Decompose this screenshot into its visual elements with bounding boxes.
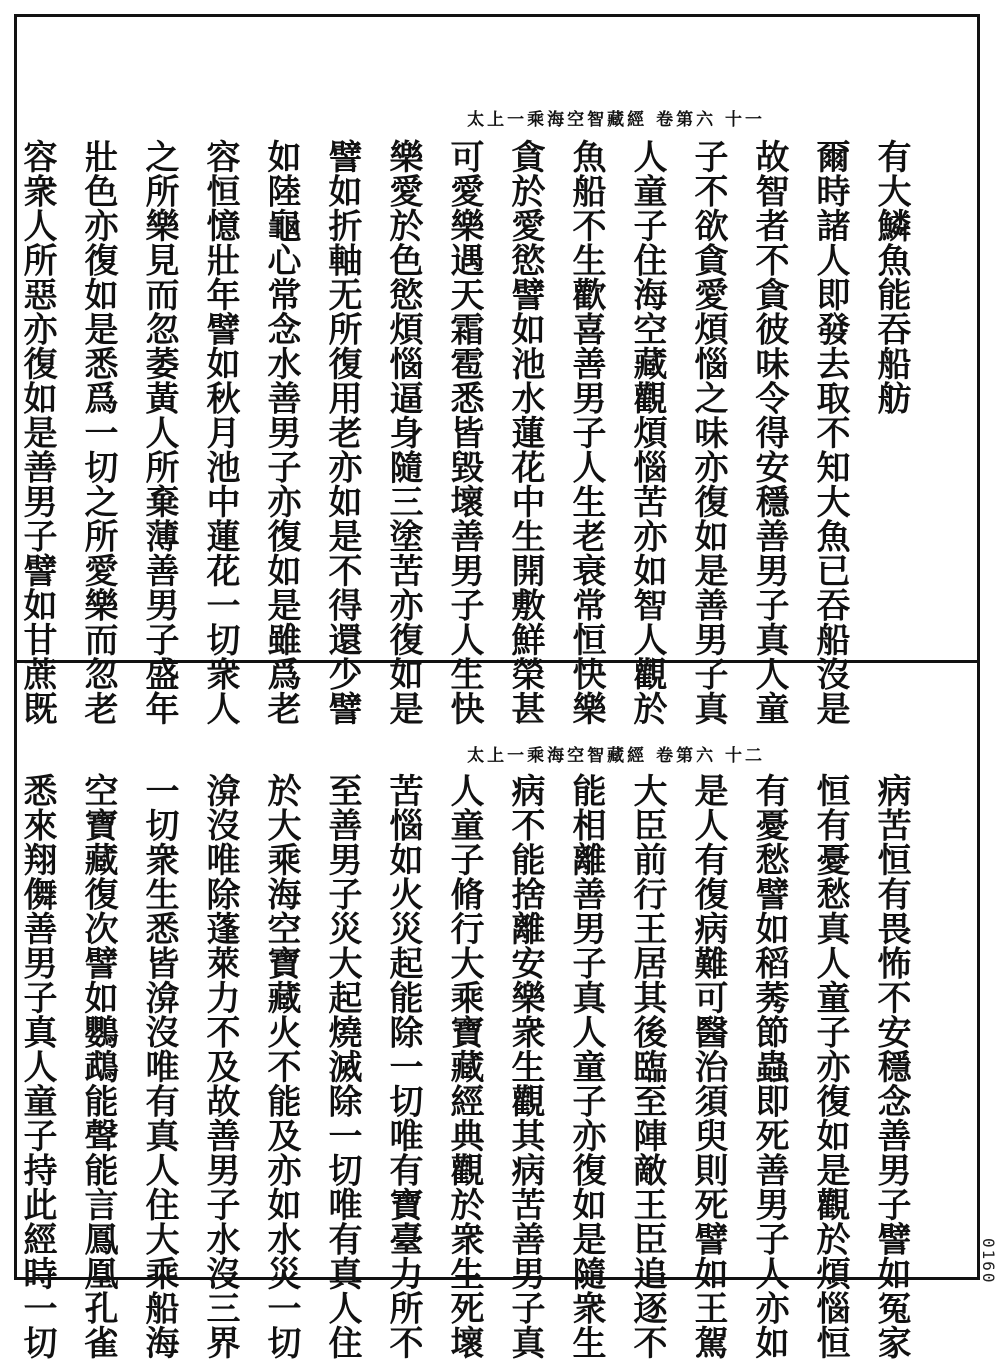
top-panel-header: 太上一乘海空智藏經 卷第六 十一	[467, 110, 765, 130]
text-column: 容衆人所惡亦復如是善男子譬如甘蔗既	[17, 139, 57, 726]
text-column: 大臣前行王居其後臨至陣敵王臣追逐不	[627, 773, 667, 1360]
text-column: 苦惱如火災起能除一切唯有寶臺力所不	[383, 773, 423, 1360]
page-number: 0160	[979, 1238, 998, 1285]
text-column: 故智者不貪彼味令得安穩善男子真人童	[749, 139, 789, 726]
text-column: 能相離善男子真人童子亦復如是隨衆生	[566, 773, 606, 1360]
text-column: 可愛樂遇天霜雹悉皆毀壞善男子人生快	[444, 139, 484, 726]
text-column: 爾時諸人即發去取不知大魚已吞船沒是	[810, 139, 850, 726]
text-column: 有大鱗魚能吞船舫	[871, 139, 911, 415]
bottom-panel	[17, 663, 977, 1360]
text-column: 壯色亦復如是悉爲一切之所愛樂而忽老	[78, 139, 118, 726]
text-column: 恒有憂愁真人童子亦復如是觀於煩惱恒	[810, 773, 850, 1360]
text-column: 渰沒唯除蓬萊力不及故善男子水沒三界	[200, 773, 240, 1360]
text-column	[0, 139, 6, 639]
top-panel-text	[17, 139, 921, 726]
text-column: 樂愛於色慾煩惱逼身隨三塗苦亦復如是	[383, 139, 423, 726]
text-column: 一切衆生悉皆渰沒唯有真人住大乘船海	[139, 773, 179, 1360]
text-column: 空寶藏復次譬如鸚鵡能聲能言鳳凰孔雀	[78, 773, 118, 1360]
text-column: 譬如折軸无所復用老亦如是不得還少譬	[322, 139, 362, 726]
bottom-panel-header: 太上一乘海空智藏經 卷第六 十二	[467, 746, 765, 766]
text-column: 貪於愛慾譬如池水蓮花中生開敷鮮榮甚	[505, 139, 545, 726]
text-column: 悉來翔儛善男子真人童子持此經時一切	[17, 773, 57, 1360]
top-panel	[17, 17, 977, 726]
text-column: 病苦恒有畏怖不安穩念善男子譬如冤家	[871, 773, 911, 1360]
text-column: 之所樂見而忽萎黃人所棄薄善男子盛年	[139, 139, 179, 726]
scripture-page	[14, 14, 980, 1360]
text-column: 如陸龜心常念水善男子亦復如是雖爲老	[261, 139, 301, 726]
text-column: 容恒憶壯年譬如秋月池中蓮花一切衆人	[200, 139, 240, 726]
text-column: 魚船不生歡喜善男子人生老衰常恒快樂	[566, 139, 606, 726]
text-column: 於大乘海空寶藏火不能及亦如水災一切	[261, 773, 301, 1360]
text-column: 至善男子災大起燒滅除一切唯有真人住	[322, 773, 362, 1360]
text-column: 人童子住海空藏觀煩惱苦亦如智人觀於	[627, 139, 667, 726]
text-column: 是人有復病難可醫治須臾則死譬如王駕	[688, 773, 728, 1360]
text-column: 病不能捨離安樂衆生觀其病苦善男子真	[505, 773, 545, 1360]
text-column: 人童子脩行大乘寶藏經典觀於衆生死壞	[444, 773, 484, 1360]
text-column: 子不欲貪愛煩惱之味亦復如是善男子真	[688, 139, 728, 726]
bottom-panel-text	[17, 773, 921, 1360]
text-column: 有憂愁譬如稻莠節蟲即死善男子人亦如	[749, 773, 789, 1360]
